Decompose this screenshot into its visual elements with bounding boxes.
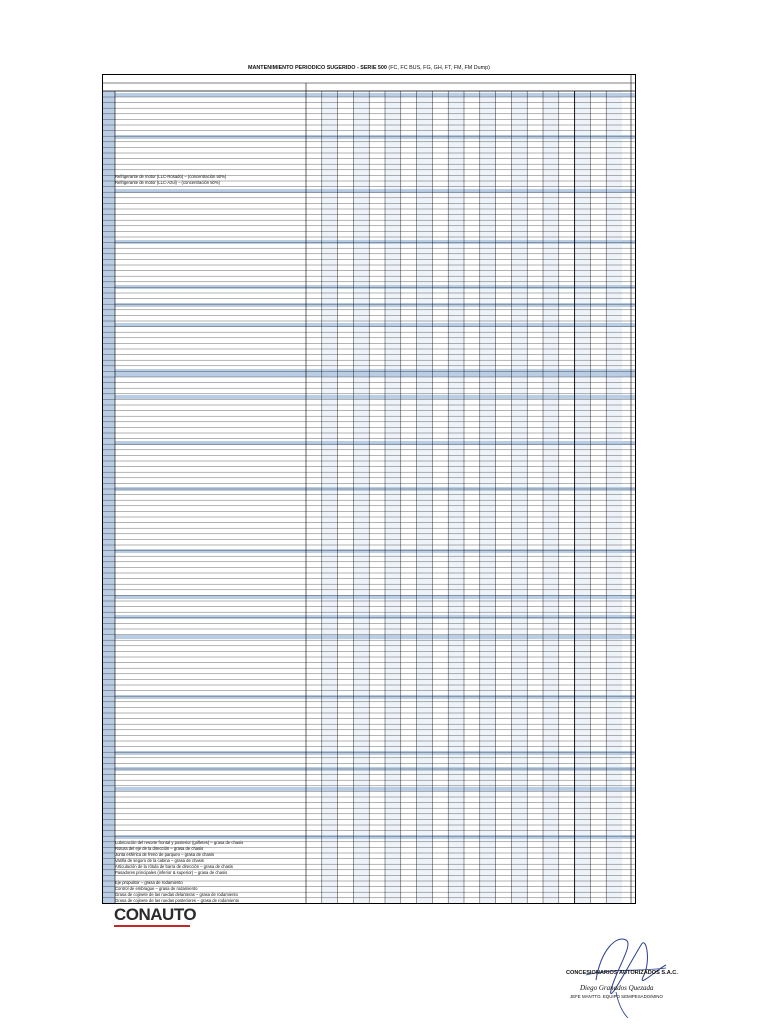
column-shade [511, 91, 527, 903]
column-shade [448, 91, 464, 903]
row-label: Grasa de cojinete de las ruedas delanteras – grasa de rodamiento [115, 892, 238, 897]
stamp-person: Diego Granados Quezada [580, 984, 654, 992]
column-shade [480, 91, 496, 903]
stamp-role: JEFE MANTTO. EQUIPO SEMIPESADO/MINO [570, 994, 663, 999]
row-label: Articulación de la rótula de barra de dirección – grasa de chasis [115, 864, 234, 869]
column-shade [575, 91, 591, 903]
conauto-logo: CONAUTO [114, 905, 197, 924]
row-label: Varilla de seguro de la cabina – grasa de chasis [115, 858, 204, 863]
row-label: Junta esférica de freno de parqueo – grasa de chasis [115, 852, 214, 857]
maintenance-table [102, 74, 636, 904]
document-title [102, 64, 636, 72]
row-label: Eje propulsor – grasa de rodamiento [115, 880, 183, 885]
row-label: Pasadores principales (inferior & superior) – grasa de chasis [115, 870, 228, 875]
row-label: Refrigerante de motor (LLC-Rosado) – (concentración 50%) [115, 174, 227, 179]
row-label: Refrigerante de motor (LLC-Azul) – (concentración 50%) [115, 180, 220, 185]
row-label: Grasa de cojinete de las ruedas posteriores – grasa de rodamiento [115, 898, 240, 903]
column-shade [417, 91, 433, 903]
document-title-main: MANTENIMIENTO PERIODICO SUGERIDO - SERIE 500 [248, 65, 387, 71]
table-grid [103, 75, 635, 903]
stamp-company: CONCESIONARIOS AUTORIZADOS S.A.C. [566, 970, 678, 976]
document-title-models: (FC, FC BUS, FG, GH, FT, FM, FM Dump) [388, 65, 490, 71]
index-column [103, 91, 115, 903]
row-label: Lubricación del resorte frontal y posterior (grilletes) – grasa de chasis [115, 840, 244, 845]
column-shade [543, 91, 559, 903]
row-label: Control de embrague – grasa de rodamiento [115, 886, 198, 891]
column-shade [606, 91, 622, 903]
column-shade [385, 91, 401, 903]
column-shade [353, 91, 369, 903]
row-label: Rotura del eje de la dirección – grasa de chasis [115, 846, 204, 851]
logo-underline [114, 925, 190, 927]
signature-stamp [556, 930, 686, 1020]
column-shade [322, 91, 338, 903]
